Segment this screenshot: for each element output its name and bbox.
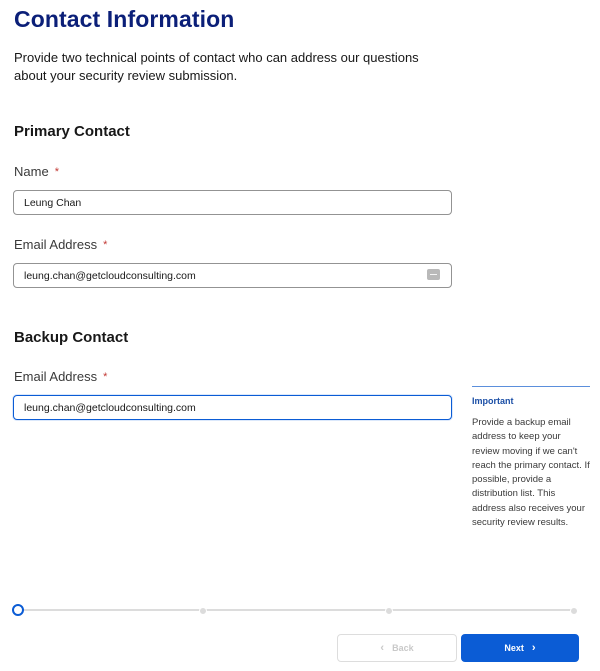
primary-name-label — [14, 164, 59, 179]
callout-title: Important — [472, 396, 514, 406]
required-indicator: * — [103, 239, 108, 251]
progress-step-current — [12, 604, 24, 616]
back-button[interactable] — [337, 634, 457, 662]
progress-step-3 — [385, 607, 393, 615]
chevron-right-icon: › — [531, 641, 536, 654]
progress-step-4 — [570, 607, 578, 615]
backup-email-input[interactable] — [13, 395, 452, 420]
required-indicator: * — [103, 371, 108, 383]
primary-email-label-text: Email Address — [14, 237, 98, 252]
page-title: Contact Information — [14, 6, 235, 32]
back-button-label: Back — [392, 643, 414, 653]
backup-email-label — [14, 369, 107, 384]
primary-name-input[interactable] — [13, 190, 452, 215]
progress-step-2 — [199, 607, 207, 615]
primary-email-input[interactable] — [13, 263, 452, 288]
callout-body: Provide a backup email address to keep your review moving if we can't reach the primary contact. If possible, provide a distribution list. This address also receives your security review results. — [472, 417, 590, 529]
progress-track — [18, 609, 574, 611]
primary-contact-heading: Primary Contact — [14, 123, 130, 140]
backup-contact-heading: Backup Contact — [14, 329, 129, 346]
page-intro: Provide two technical points of contact who can address our questions about your security review submission. — [14, 50, 419, 83]
next-button[interactable] — [461, 634, 579, 662]
next-button-label: Next — [504, 643, 524, 653]
chevron-left-icon: ‹ — [380, 641, 385, 654]
important-callout — [472, 386, 590, 530]
primary-name-label-text: Name — [14, 164, 49, 179]
backup-email-label-text: Email Address — [14, 369, 98, 384]
required-indicator: * — [54, 166, 59, 178]
autofill-key-icon[interactable] — [427, 269, 440, 280]
primary-email-label — [14, 237, 107, 252]
